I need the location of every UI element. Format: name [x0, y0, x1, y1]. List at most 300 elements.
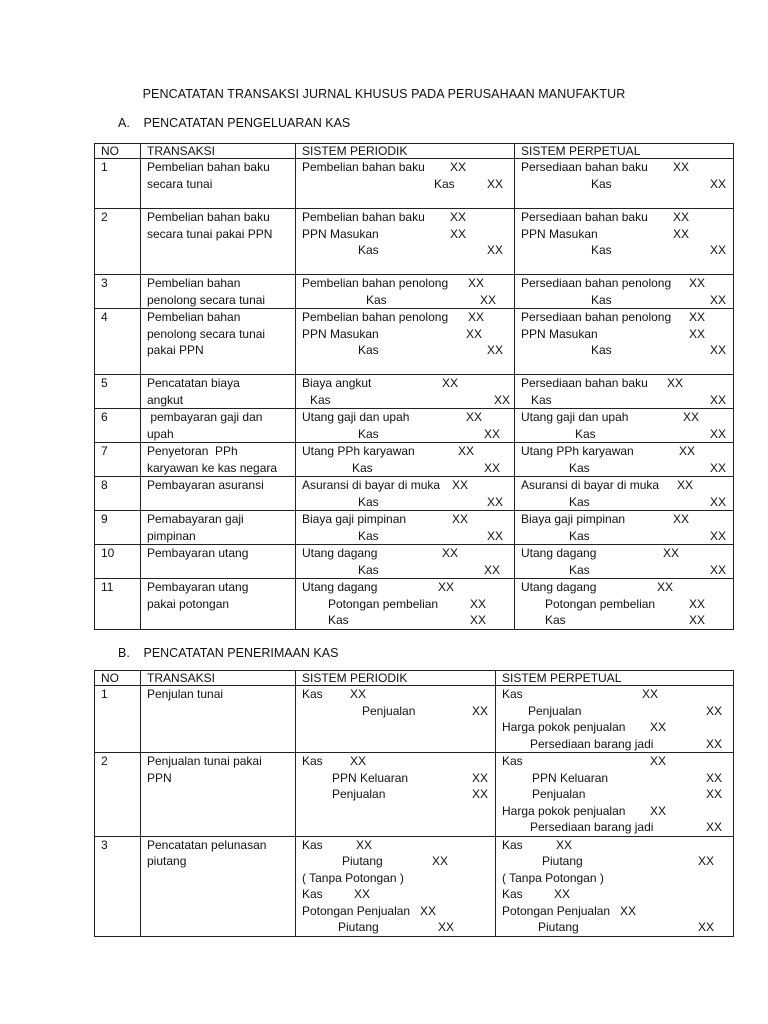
account-name: Pembelian bahan baku: [302, 210, 425, 224]
periodik-journal-cell: [296, 686, 496, 753]
transaction-cell: [141, 409, 296, 443]
account-name: Pembelian bahan penolong: [302, 310, 449, 324]
account-name: Utang PPh karyawan: [302, 444, 415, 458]
amount-placeholder: XX: [468, 310, 485, 324]
column-header-sistem-perpetual: SISTEM PERPETUAL: [515, 144, 734, 159]
perpetual-line: [502, 819, 733, 836]
account-name: Potongan pembelian: [328, 596, 439, 611]
section-heading-text: PENCATATAN PENGELUARAN KAS: [143, 116, 351, 130]
perpetual-line: [521, 612, 733, 629]
transaction-text: Pembelian bahan baku: [147, 160, 270, 174]
column-header-sistem-periodik: SISTEM PERIODIK: [296, 144, 515, 159]
pengeluaran-kas-table: [94, 143, 734, 630]
account-name: Harga pokok penjualan: [502, 720, 626, 734]
amount-placeholder: XX: [710, 494, 727, 509]
transaction-text: PPN: [147, 770, 172, 785]
account-name: Utang PPh karyawan: [521, 444, 634, 458]
table-row: [95, 209, 734, 275]
account-name: PPN Keluaran: [332, 770, 409, 785]
perpetual-journal-cell: [496, 753, 734, 837]
perpetual-journal-cell: [515, 309, 734, 375]
periodik-journal-cell: [296, 753, 496, 837]
transaction-cell: [141, 275, 296, 309]
account-name: Kas: [545, 613, 566, 627]
periodik-journal-cell: [296, 275, 515, 309]
amount-placeholder: XX: [472, 787, 489, 801]
amount-placeholder: XX: [706, 787, 723, 801]
amount-placeholder: XX: [350, 687, 367, 701]
account-name: Kas: [358, 528, 379, 543]
amount-placeholder: XX: [620, 903, 637, 918]
amount-placeholder: XX: [710, 292, 727, 307]
section-heading-text: PENCATATAN PENERIMAAN KAS: [143, 646, 339, 660]
transaction-cell: [141, 686, 296, 753]
account-name: Persediaan bahan penolong: [521, 310, 672, 324]
transaction-text: Pembayaran utang: [147, 580, 249, 594]
transaction-cell: [141, 309, 296, 375]
amount-placeholder: XX: [466, 326, 483, 341]
transaction-text: upah: [147, 426, 174, 441]
amount-placeholder: XX: [673, 210, 690, 224]
transaction-text: secara tunai pakai PPN: [147, 226, 273, 241]
perpetual-line: [521, 460, 733, 477]
account-name: Kas: [328, 613, 349, 627]
amount-placeholder: XX: [677, 478, 694, 492]
transaction-text: piutang: [147, 854, 187, 868]
amount-placeholder: XX: [356, 837, 373, 852]
column-header-no: NO: [95, 144, 141, 159]
amount-placeholder: XX: [484, 426, 501, 441]
account-name: Biaya gaji pimpinan: [521, 512, 626, 526]
amount-placeholder: XX: [350, 754, 367, 768]
account-name: Kas: [302, 887, 323, 901]
amount-placeholder: XX: [689, 613, 706, 627]
transaction-cell: [141, 375, 296, 409]
transaction-cell: [141, 159, 296, 209]
perpetual-line: [521, 275, 733, 292]
periodik-line: [302, 870, 495, 887]
transaction-text: Pencatatan pelunasan: [147, 837, 267, 852]
perpetual-line: [502, 770, 733, 787]
column-header-sistem-perpetual: SISTEM PERPETUAL: [496, 671, 734, 686]
amount-placeholder: XX: [710, 176, 727, 191]
perpetual-line: [521, 443, 733, 460]
amount-placeholder: XX: [442, 546, 459, 560]
row-number: 5: [95, 375, 141, 409]
perpetual-journal-cell: [515, 375, 734, 409]
account-name: Persediaan bahan baku: [521, 210, 648, 224]
account-name: Biaya gaji pimpinan: [302, 512, 407, 526]
periodik-line: [302, 596, 514, 613]
amount-placeholder: XX: [683, 410, 700, 424]
perpetual-line: [502, 886, 733, 903]
periodik-line: [302, 275, 514, 292]
amount-placeholder: XX: [442, 376, 459, 390]
amount-placeholder: XX: [466, 410, 483, 424]
row-number: 3: [95, 275, 141, 309]
perpetual-line: [521, 309, 733, 326]
row-number: 7: [95, 443, 141, 477]
amount-placeholder: XX: [438, 920, 455, 934]
transaction-text: pimpinan: [147, 528, 196, 543]
account-name: Persediaan barang jadi: [530, 736, 654, 751]
row-number: 10: [95, 545, 141, 579]
account-name: Kas: [569, 528, 590, 543]
account-name: Pembelian bahan baku: [302, 160, 425, 174]
row-number: 11: [95, 579, 141, 630]
perpetual-line: [521, 494, 733, 511]
perpetual-line: [521, 159, 733, 176]
perpetual-journal-cell: [515, 275, 734, 309]
transaction-text: angkut: [147, 392, 184, 407]
account-name: PPN Keluaran: [532, 770, 609, 785]
account-name: Kas: [434, 176, 455, 191]
amount-placeholder: XX: [706, 770, 723, 785]
amount-placeholder: XX: [468, 276, 485, 290]
transaction-cell: [141, 545, 296, 579]
amount-placeholder: XX: [706, 736, 723, 751]
account-name: Kas: [569, 494, 590, 509]
account-name: Kas: [502, 837, 523, 852]
transaction-text: pembayaran gaji dan: [147, 410, 263, 424]
account-name: Piutang: [342, 854, 383, 868]
amount-placeholder: XX: [689, 276, 706, 290]
amount-placeholder: XX: [450, 226, 467, 241]
account-name: Kas: [302, 754, 323, 768]
table-row: [95, 477, 734, 511]
periodik-line: [302, 159, 514, 176]
table-row: [95, 309, 734, 375]
perpetual-line: [521, 562, 733, 579]
account-name: Harga pokok penjualan: [502, 803, 626, 818]
periodik-line: [302, 612, 514, 629]
account-name: Persediaan bahan penolong: [521, 276, 672, 290]
periodik-line: [302, 426, 514, 443]
amount-placeholder: XX: [689, 310, 706, 324]
account-name: PPN Masukan: [302, 326, 379, 341]
transaction-text: Pencatatan biaya: [147, 376, 240, 390]
periodik-line: [302, 886, 495, 903]
amount-placeholder: XX: [698, 920, 715, 934]
account-name: Kas: [591, 343, 612, 357]
periodik-journal-cell: [296, 579, 515, 630]
periodik-line: [302, 392, 514, 409]
account-name: Utang dagang: [521, 580, 597, 594]
periodik-line: [302, 477, 514, 494]
periodik-line: [302, 242, 514, 259]
column-header-sistem-periodik: SISTEM PERIODIK: [296, 671, 496, 686]
amount-placeholder: XX: [472, 770, 489, 785]
amount-placeholder: XX: [432, 854, 449, 868]
account-name: Piutang: [542, 854, 583, 868]
amount-placeholder: XX: [642, 687, 659, 701]
periodik-line: [302, 375, 514, 392]
header-row: [95, 144, 734, 159]
account-name: ( Tanpa Potongan ): [302, 870, 404, 885]
row-number: 9: [95, 511, 141, 545]
account-name: Kas: [502, 887, 523, 901]
amount-placeholder: XX: [650, 720, 667, 734]
account-name: Kas: [302, 837, 323, 852]
account-name: Kas: [366, 292, 387, 307]
periodik-journal-cell: [296, 409, 515, 443]
periodik-line: [302, 226, 514, 243]
table-row: [95, 511, 734, 545]
transaction-text: pakai potongan: [147, 596, 230, 611]
periodik-line: [302, 786, 495, 803]
transaction-text: penolong secara tunai: [147, 326, 266, 341]
perpetual-journal-cell: [515, 409, 734, 443]
account-name: Persediaan bahan baku: [521, 376, 648, 390]
amount-placeholder: XX: [472, 703, 489, 718]
amount-placeholder: XX: [710, 243, 727, 257]
amount-placeholder: XX: [484, 562, 501, 577]
perpetual-line: [521, 242, 733, 259]
periodik-journal-cell: [296, 443, 515, 477]
amount-placeholder: XX: [484, 460, 501, 475]
perpetual-line: [521, 226, 733, 243]
table-row: [95, 443, 734, 477]
account-name: Kas: [569, 460, 590, 475]
account-name: ( Tanpa Potongan ): [502, 870, 604, 885]
table-row: [95, 579, 734, 630]
amount-placeholder: XX: [450, 160, 467, 174]
perpetual-line: [502, 719, 733, 736]
amount-placeholder: XX: [657, 580, 674, 594]
table-row: [95, 753, 734, 837]
periodik-line: [302, 494, 514, 511]
amount-placeholder: XX: [487, 176, 504, 191]
section-a-heading: [118, 116, 350, 130]
amount-placeholder: XX: [556, 837, 573, 852]
account-name: Kas: [591, 292, 612, 307]
account-name: PPN Masukan: [521, 326, 598, 341]
document-title: PENCATATAN TRANSAKSI JURNAL KHUSUS PADA PERUSAHAAN MANUFAKTUR: [142, 87, 626, 101]
perpetual-line: [521, 375, 733, 392]
amount-placeholder: XX: [420, 903, 437, 918]
periodik-line: [302, 545, 514, 562]
amount-placeholder: XX: [494, 392, 511, 407]
section-label: B.: [118, 646, 130, 660]
perpetual-line: [521, 409, 733, 426]
account-name: Asuransi di bayar di muka: [521, 478, 660, 492]
row-number: 2: [95, 209, 141, 275]
section-label: A.: [118, 116, 130, 130]
perpetual-journal-cell: [515, 545, 734, 579]
amount-placeholder: XX: [710, 343, 727, 357]
account-name: PPN Masukan: [521, 226, 598, 241]
table-row: [95, 836, 734, 936]
transaction-text: Pembayaran utang: [147, 546, 249, 560]
header-row: [95, 671, 734, 686]
amount-placeholder: XX: [710, 392, 727, 407]
account-name: Utang gaji dan upah: [521, 410, 629, 424]
account-name: Utang gaji dan upah: [302, 410, 410, 424]
periodik-journal-cell: [296, 375, 515, 409]
transaction-cell: [141, 836, 296, 936]
transaction-text: Penyetoran PPh: [147, 444, 238, 458]
amount-placeholder: XX: [650, 754, 667, 768]
account-name: Potongan Penjualan: [302, 903, 411, 918]
perpetual-journal-cell: [515, 511, 734, 545]
account-name: Utang dagang: [302, 546, 378, 560]
amount-placeholder: XX: [706, 820, 723, 834]
amount-placeholder: XX: [667, 376, 684, 390]
transaction-text: Penjualan tunai pakai: [147, 754, 262, 768]
account-name: Pembelian bahan penolong: [302, 276, 449, 290]
perpetual-line: [521, 392, 733, 409]
perpetual-line: [502, 919, 733, 936]
account-name: Kas: [575, 426, 596, 441]
row-number: 2: [95, 753, 141, 837]
account-name: Penjualan: [528, 703, 582, 718]
transaction-text: Pemabayaran gaji: [147, 512, 244, 526]
perpetual-line: [502, 753, 733, 770]
periodik-line: [302, 342, 514, 359]
perpetual-line: [502, 870, 733, 887]
perpetual-journal-cell: [515, 159, 734, 209]
amount-placeholder: XX: [710, 528, 727, 543]
periodik-line: [302, 770, 495, 787]
amount-placeholder: XX: [689, 596, 706, 611]
amount-placeholder: XX: [673, 160, 690, 174]
perpetual-line: [521, 342, 733, 359]
account-name: Penjualan: [332, 787, 386, 801]
periodik-line: [302, 579, 514, 596]
periodik-journal-cell: [296, 545, 515, 579]
amount-placeholder: XX: [679, 444, 696, 458]
periodik-line: [302, 460, 514, 477]
periodik-line: [302, 326, 514, 343]
table-row: [95, 159, 734, 209]
penerimaan-kas-table: [94, 670, 734, 937]
amount-placeholder: XX: [698, 854, 715, 868]
periodik-line: [302, 919, 495, 936]
amount-placeholder: XX: [710, 562, 727, 577]
periodik-line: [302, 686, 495, 703]
account-name: Utang dagang: [302, 580, 378, 594]
perpetual-journal-cell: [515, 477, 734, 511]
section-b-heading: [118, 646, 338, 660]
transaction-text: Pembayaran asuransi: [147, 478, 264, 492]
amount-placeholder: XX: [663, 546, 680, 560]
perpetual-line: [521, 528, 733, 545]
amount-placeholder: XX: [480, 292, 497, 307]
row-number: 1: [95, 686, 141, 753]
account-name: Biaya angkut: [302, 376, 372, 390]
amount-placeholder: XX: [673, 226, 690, 241]
periodik-line: [302, 703, 495, 720]
transaction-cell: [141, 209, 296, 275]
amount-placeholder: XX: [710, 460, 727, 475]
column-header-transaksi: TRANSAKSI: [141, 671, 296, 686]
periodik-line: [302, 511, 514, 528]
periodik-line: [302, 292, 514, 309]
periodik-line: [302, 176, 514, 193]
perpetual-journal-cell: [515, 209, 734, 275]
row-number: 1: [95, 159, 141, 209]
amount-placeholder: XX: [452, 478, 469, 492]
account-name: Kas: [302, 687, 323, 701]
periodik-line: [302, 837, 495, 854]
amount-placeholder: XX: [458, 444, 475, 458]
amount-placeholder: XX: [554, 887, 571, 901]
account-name: Persediaan bahan baku: [521, 160, 648, 174]
periodik-line: [302, 903, 495, 920]
account-name: Piutang: [338, 920, 379, 934]
perpetual-line: [502, 803, 733, 820]
amount-placeholder: XX: [710, 426, 727, 441]
account-name: Potongan pembelian: [545, 596, 656, 611]
transaction-text: Pembelian bahan: [147, 310, 241, 324]
perpetual-journal-cell: [496, 686, 734, 753]
account-name: Kas: [502, 754, 523, 768]
amount-placeholder: XX: [650, 803, 667, 818]
account-name: Kas: [358, 562, 379, 577]
perpetual-line: [521, 326, 733, 343]
transaction-text: Pembelian bahan: [147, 276, 241, 290]
account-name: Potongan Penjualan: [502, 903, 611, 918]
account-name: Kas: [591, 243, 612, 257]
transaction-text: Pembelian bahan baku: [147, 210, 270, 224]
account-name: Kas: [358, 343, 379, 357]
table-row: [95, 275, 734, 309]
table-row: [95, 686, 734, 753]
perpetual-line: [521, 176, 733, 193]
row-number: 3: [95, 836, 141, 936]
periodik-line: [302, 753, 495, 770]
transaction-text: pakai PPN: [147, 343, 204, 357]
perpetual-journal-cell: [496, 836, 734, 936]
account-name: Asuransi di bayar di muka: [302, 478, 441, 492]
account-name: Kas: [591, 176, 612, 191]
transaction-cell: [141, 753, 296, 837]
account-name: Utang dagang: [521, 546, 597, 560]
amount-placeholder: XX: [470, 596, 487, 611]
amount-placeholder: XX: [452, 512, 469, 526]
periodik-line: [302, 853, 495, 870]
perpetual-journal-cell: [515, 443, 734, 477]
perpetual-line: [521, 292, 733, 309]
perpetual-line: [521, 596, 733, 613]
transaction-cell: [141, 579, 296, 630]
table-row: [95, 375, 734, 409]
account-name: Penjualan: [532, 787, 586, 801]
periodik-line: [302, 443, 514, 460]
account-name: Kas: [502, 687, 523, 701]
row-number: 8: [95, 477, 141, 511]
perpetual-journal-cell: [515, 579, 734, 630]
perpetual-line: [521, 426, 733, 443]
transaction-cell: [141, 511, 296, 545]
account-name: Kas: [358, 426, 379, 441]
transaction-text: secara tunai: [147, 176, 213, 191]
amount-placeholder: XX: [487, 243, 504, 257]
account-name: Penjualan: [362, 703, 416, 718]
amount-placeholder: XX: [689, 326, 706, 341]
account-name: PPN Masukan: [302, 226, 379, 241]
amount-placeholder: XX: [706, 703, 723, 718]
perpetual-line: [502, 903, 733, 920]
perpetual-line: [502, 703, 733, 720]
transaction-text: karyawan ke kas negara: [147, 460, 278, 475]
perpetual-line: [502, 786, 733, 803]
column-header-no: NO: [95, 671, 141, 686]
account-name: Kas: [531, 392, 552, 407]
row-number: 4: [95, 309, 141, 375]
periodik-line: [302, 562, 514, 579]
account-name: Kas: [569, 562, 590, 577]
